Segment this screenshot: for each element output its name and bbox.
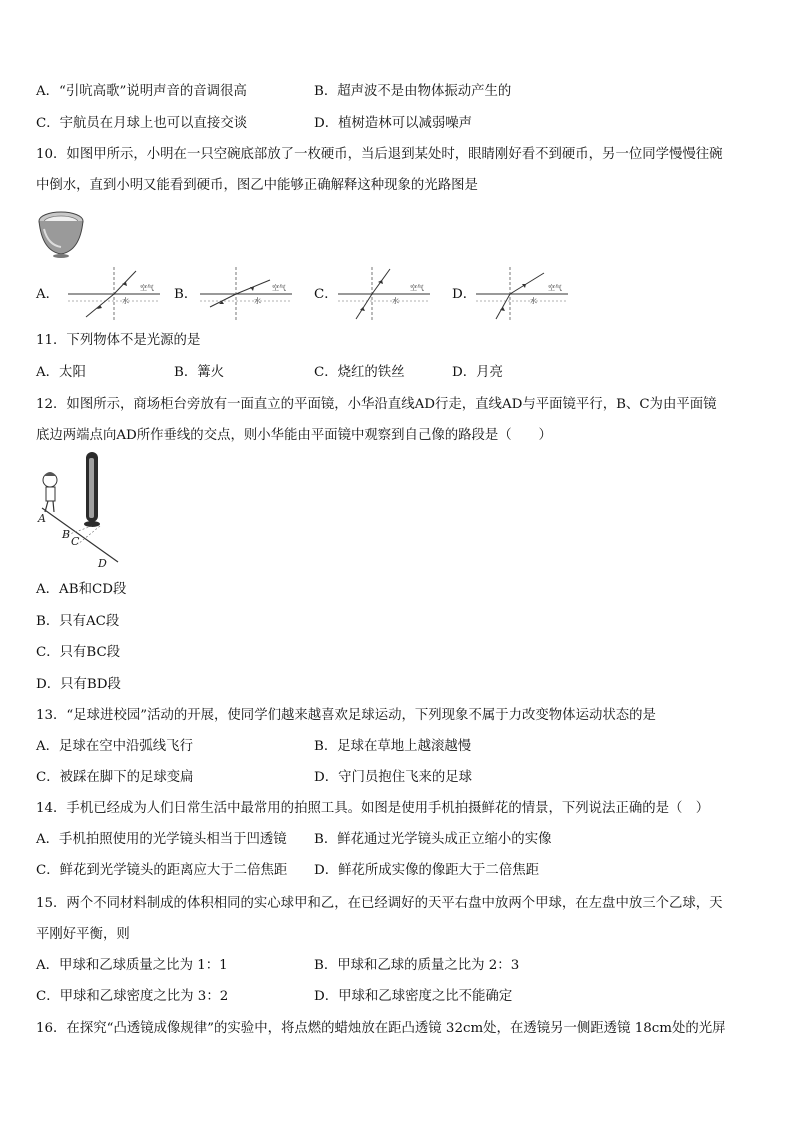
q11-option-a: A．太阳: [36, 365, 86, 380]
q15-stem-line1: 15．两个不同材料制成的体积相同的实心球甲和乙，在已经调好的天平右盘中放两个甲球，在左盘中放三个乙球，天: [36, 896, 723, 911]
q11-option-c: C．烧红的铁丝: [314, 365, 405, 380]
bowl-figure: [36, 207, 86, 259]
q10-diagram-d: [472, 265, 572, 323]
q9-option-c: C．宇航员在月球上也可以直接交谈: [36, 116, 248, 131]
q12-stem-line2: 底边两端点向AD所作垂线的交点，则小华能由平面镜中观察到自己像的路段是（ ）: [36, 428, 552, 443]
q12-option-a: A．AB和CD段: [36, 582, 127, 597]
q11-option-b: B．篝火: [174, 365, 225, 380]
point-b-label: B: [62, 528, 71, 541]
svg-text:水: 水: [254, 297, 261, 305]
svg-text:水: 水: [530, 297, 537, 305]
q15-option-d: D．甲球和乙球密度之比不能确定: [314, 989, 513, 1004]
q10-diagram-a: [64, 265, 164, 323]
q13-option-c: C．被踩在脚下的足球变扁: [36, 770, 194, 785]
q13-stem: 13．“足球进校园”活动的开展，使同学们越来越喜欢足球运动，下列现象不属于力改变物体运动状态的是: [36, 708, 656, 723]
q14-option-c: C．鲜花到光学镜头的距离应大于二倍焦距: [36, 863, 288, 878]
q9-option-b: B．超声波不是由物体振动产生的: [314, 84, 512, 99]
svg-text:空气: 空气: [548, 284, 562, 292]
svg-text:水: 水: [392, 297, 399, 305]
q14-stem: 14．手机已经成为人们日常生活中最常用的拍照工具。如图是使用手机拍摄鲜花的情景，下列说法正确的是（ ）: [36, 801, 710, 816]
point-a-label: A: [38, 512, 46, 525]
q15-option-b: B．甲球和乙球的质量之比为 2：3: [314, 958, 520, 973]
water-label: 水: [122, 297, 129, 305]
q16-stem-line1: 16．在探究“凸透镜成像规律”的实验中，将点燃的蜡烛放在距凸透镜 32cm处，在透镜另一侧距透镜 18cm处的光屏: [36, 1021, 726, 1036]
q10-label-b: B．: [174, 287, 198, 302]
q12-option-d: D．只有BD段: [36, 677, 121, 692]
q13-option-d: D．守门员抱住飞来的足球: [314, 770, 473, 785]
q14-option-d: D．鲜花所成实像的像距大于二倍焦距: [314, 863, 539, 878]
q13-option-b: B．足球在草地上越滚越慢: [314, 739, 472, 754]
point-d-label: D: [98, 557, 107, 570]
q9-option-d: D．植树造林可以减弱噪声: [314, 116, 473, 131]
q12-option-c: C．只有BC段: [36, 645, 121, 660]
svg-text:空气: 空气: [410, 284, 424, 292]
q11-option-d: D．月亮: [452, 365, 503, 380]
q10-label-c: C．: [314, 287, 338, 302]
q9-option-a: A．“引吭高歌”说明声音的音调很高: [36, 84, 247, 99]
point-c-label: C: [71, 535, 80, 548]
q10-stem-line1: 10．如图甲所示，小明在一只空碗底部放了一枚硬币，当后退到某处时，眼睛刚好看不到硬币，另一位同学慢慢往碗: [36, 147, 723, 162]
q10-diagram-c: [334, 265, 434, 323]
q15-stem-line2: 平刚好平衡，则: [36, 927, 130, 942]
q10-label-d: D．: [452, 287, 477, 302]
q15-option-c: C．甲球和乙球密度之比为 3：2: [36, 989, 229, 1004]
q13-option-a: A．足球在空中沿弧线飞行: [36, 739, 193, 754]
q14-option-b: B．鲜花通过光学镜头成正立缩小的实像: [314, 832, 552, 847]
q12-stem-line1: 12．如图所示，商场柜台旁放有一面直立的平面镜，小华沿直线AD行走，直线AD与平面镜平行，B、C为由平面镜: [36, 397, 717, 412]
q12-option-b: B．只有AC段: [36, 614, 120, 629]
svg-text:空气: 空气: [272, 284, 286, 292]
mirror-walk-figure: [36, 450, 126, 572]
q11-stem: 11．下列物体不是光源的是: [36, 333, 201, 348]
q10-stem-line2: 中倒水，直到小明又能看到硬币，图乙中能够正确解释这种现象的光路图是: [36, 178, 478, 193]
q10-diagram-b: [196, 265, 296, 323]
q15-option-a: A．甲球和乙球质量之比为 1：1: [36, 958, 228, 973]
air-label: 空气: [140, 284, 154, 292]
q10-label-a: A．: [36, 287, 60, 302]
q14-option-a: A．手机拍照使用的光学镜头相当于凹透镜: [36, 832, 287, 847]
